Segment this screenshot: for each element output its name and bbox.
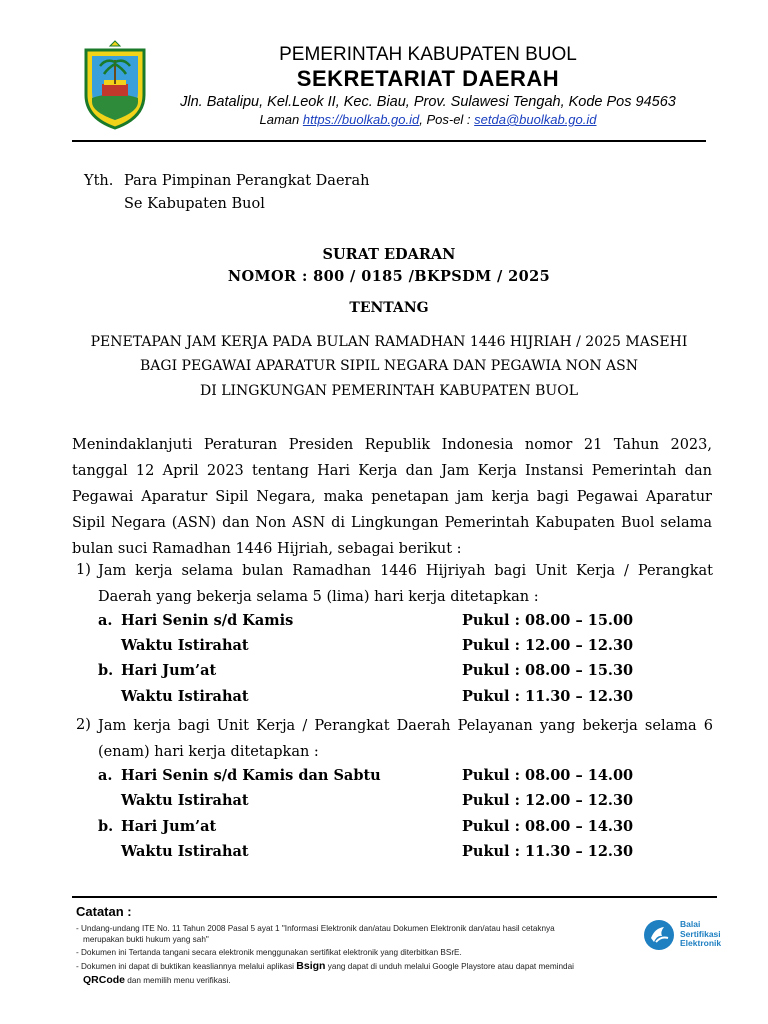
subject-line-3: DI LINGKUNGAN PEMERINTAH KABUPATEN BUOL	[199, 383, 578, 399]
buol-regency-emblem-icon	[80, 40, 150, 130]
item-2-number: 2)	[76, 717, 91, 733]
item-2b-break-label: Waktu Istirahat	[121, 843, 249, 860]
qrcode-label: QRCode	[83, 974, 125, 986]
laman-label: Laman	[259, 112, 300, 127]
item-2a-day: Hari Senin s/d Kamis dan Sabtu	[121, 767, 381, 784]
item-1a-time: Pukul : 08.00 – 15.00	[462, 612, 634, 629]
item-2b-letter: b.	[98, 818, 114, 835]
note-verify-text-2: yang dapat di unduh melalui Google Playstore atau dapat memindai	[327, 962, 574, 971]
addressee-line2: Se Kabupaten Buol	[124, 196, 265, 212]
subject-line-1: PENETAPAN JAM KERJA PADA BULAN RAMADHAN 1446 HIJRIAH / 2025 MASEHI	[90, 334, 688, 350]
note-verify	[76, 961, 646, 972]
bsre-label-line1: Balai	[680, 919, 701, 929]
item-1a-break-time: Pukul : 12.00 – 12.30	[462, 637, 634, 654]
addressee-line1: Para Pimpinan Perangkat Daerah	[124, 173, 370, 189]
note-ite-law-cont: merupakan bukti hukum yang sah"	[83, 935, 209, 944]
item-1a-break-label: Waktu Istirahat	[121, 637, 249, 654]
intro-paragraph: Menindaklanjuti Peraturan Presiden Republik Indonesia nomor 21 Tahun 2023, tanggal 12 April 2023 tentang Hari Kerja dan Jam Kerja Instansi Pemerintah dan Pegawai Aparatur Sipil Negara, maka penetapan jam kerja bagi Pegawai Aparatur Sipil Negara (ASN) dan Non ASN di Lingkungan Pemerintah Kabupaten Buol selama bulan suci Ramadhan 1446 Hijriah, sebagai berikut :	[72, 437, 712, 557]
bsign-app-name: Bsign	[296, 960, 326, 972]
item-1b-break-time: Pukul : 11.30 – 12.30	[462, 688, 634, 705]
addressee-prefix: Yth.	[84, 173, 114, 189]
bsre-label	[680, 920, 721, 949]
item-2-text: Jam kerja bagi Unit Kerja / Perangkat Daerah Pelayanan yang bekerja selama 6 (enam) hari kerja ditetapkan :	[98, 718, 713, 760]
document-number: NOMOR : 800 / 0185 /BKPSDM / 2025	[227, 268, 551, 285]
item-2a-time: Pukul : 08.00 – 14.00	[462, 767, 634, 784]
document-about: TENTANG	[349, 300, 429, 316]
item-2b-break-time: Pukul : 11.30 – 12.30	[462, 843, 634, 860]
note-verify-cont	[83, 975, 653, 986]
letterhead-address: Jln. Batalipu, Kel.Leok II, Kec. Biau, Prov. Sulawesi Tengah, Kode Pos 94563	[180, 94, 676, 110]
letterhead-office: SEKRETARIAT DAERAH	[296, 66, 560, 91]
note-bsre-signed: - Dokumen ini Tertanda tangani secara elektronik menggunakan sertifikat elektronik yang diterbitkan BSrE.	[76, 948, 462, 957]
email-link[interactable]: setda@buolkab.go.id	[474, 112, 597, 127]
item-2a-break-time: Pukul : 12.00 – 12.30	[462, 792, 634, 809]
item-1a-letter: a.	[98, 612, 113, 629]
item-1b-letter: b.	[98, 662, 114, 679]
note-verify-text-3: dan memilih menu verifikasi.	[127, 976, 231, 985]
item-2a-letter: a.	[98, 767, 113, 784]
bsre-logo-icon	[642, 918, 676, 952]
item-2a-break-label: Waktu Istirahat	[121, 792, 249, 809]
footer-divider	[72, 896, 717, 898]
letterhead-contact	[168, 112, 688, 127]
item-1b-day: Hari Jum’at	[121, 662, 217, 679]
letterhead-divider	[72, 140, 706, 142]
item-1-text: Jam kerja selama bulan Ramadhan 1446 Hijriyah bagi Unit Kerja / Perangkat Daerah yang bekerja selama 5 (lima) hari kerja ditetapkan :	[98, 563, 713, 605]
letterhead-government: PEMERINTAH KABUPATEN BUOL	[279, 44, 577, 65]
item-1b-time: Pukul : 08.00 – 15.30	[462, 662, 634, 679]
item-1a-day: Hari Senin s/d Kamis	[121, 612, 294, 629]
note-ite-law: - Undang-undang ITE No. 11 Tahun 2008 Pasal 5 ayat 1 "Informasi Elektronik dan/atau Dokumen Elektronik dan/atau hasil cetaknya	[76, 924, 555, 933]
item-2b-time: Pukul : 08.00 – 14.30	[462, 818, 634, 835]
document-type: SURAT EDARAN	[322, 246, 456, 263]
item-2b-day: Hari Jum’at	[121, 818, 217, 835]
bsre-label-line2: Sertifikasi	[680, 928, 721, 939]
note-verify-text-1: - Dokumen ini dapat di buktikan keasliannya melalui aplikasi	[76, 962, 294, 971]
website-link[interactable]: https://buolkab.go.id	[302, 112, 420, 127]
item-1-number: 1)	[76, 562, 91, 578]
item-1b-break-label: Waktu Istirahat	[121, 688, 249, 705]
catatan-heading: Catatan :	[76, 904, 132, 919]
subject-line-2: BAGI PEGAWAI APARATUR SIPIL NEGARA DAN PEGAWIA NON ASN	[139, 358, 639, 374]
bsre-label-line3: Elektronik	[680, 938, 722, 948]
posel-label: , Pos-el :	[419, 112, 471, 127]
